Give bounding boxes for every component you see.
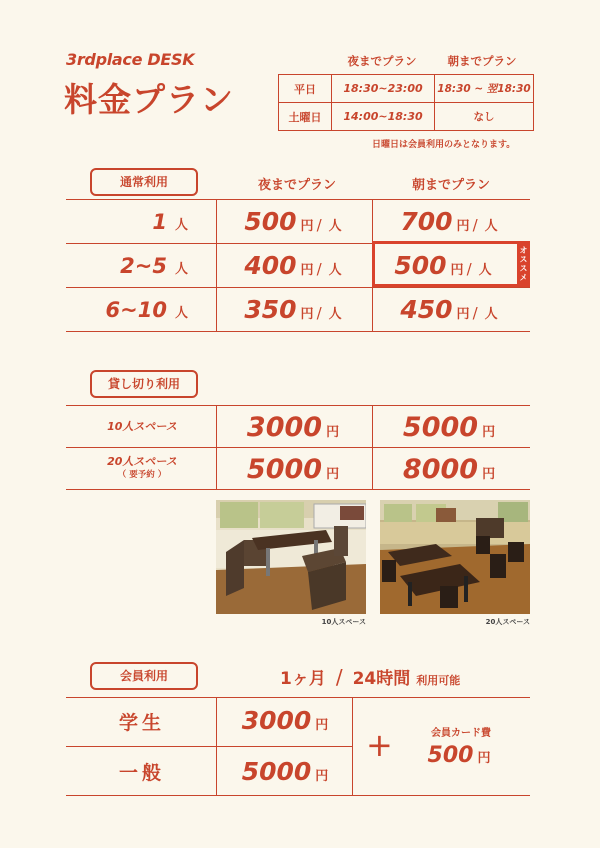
people-unit: 人 xyxy=(174,262,188,277)
divider xyxy=(66,447,530,448)
charter-morning xyxy=(374,454,524,485)
divider xyxy=(372,405,373,489)
price-slash: / xyxy=(316,216,322,234)
divider xyxy=(216,697,217,795)
member-student: 学生 xyxy=(118,712,165,734)
price-per: 人 xyxy=(484,219,498,234)
price-unit: 円 xyxy=(456,219,470,234)
people-range: 1 xyxy=(152,210,167,234)
price-slash: / xyxy=(472,304,478,322)
member-general: 一般 xyxy=(118,762,165,784)
people-count xyxy=(70,210,188,234)
price-value: 5000 xyxy=(402,412,479,443)
divider xyxy=(352,697,353,795)
space-20-label: 20人スペース xyxy=(107,455,177,468)
hours-table xyxy=(278,74,534,131)
price-unit: 円 xyxy=(300,307,314,322)
price-value: 5000 xyxy=(246,454,323,485)
member-label: 会員利用 xyxy=(90,662,198,690)
people-unit: 人 xyxy=(174,218,188,233)
price-value: 500 xyxy=(244,207,297,236)
plus-sign: + xyxy=(366,726,393,764)
hours-day: 平日 xyxy=(279,75,332,103)
price-value: 350 xyxy=(244,295,297,324)
price-morning xyxy=(374,207,524,236)
people-range: 2~5 xyxy=(120,254,167,278)
hours-row xyxy=(279,103,534,131)
member-period: 1ヶ月 xyxy=(280,669,326,689)
space-20-photo xyxy=(380,500,530,614)
divider xyxy=(216,199,217,331)
price-value: 3000 xyxy=(246,412,323,443)
hours-day: 土曜日 xyxy=(279,103,332,131)
price-unit: 円 xyxy=(315,769,329,784)
people-count xyxy=(70,298,188,322)
divider xyxy=(66,489,530,490)
member-hours: 24時間 xyxy=(352,669,411,689)
space-10-photo xyxy=(216,500,366,614)
regular-col-night: 夜までプラン xyxy=(257,178,336,193)
price-unit: 円 xyxy=(326,425,340,440)
photo-caption: 20人スペース xyxy=(485,618,530,626)
price-unit: 円 xyxy=(477,751,491,766)
price-value: 5000 xyxy=(241,757,312,786)
charter-label: 貸し切り利用 xyxy=(90,370,198,398)
price-value: 500 xyxy=(427,743,474,768)
sunday-note: 日曜日は会員利用のみとなります。 xyxy=(372,140,516,150)
price-unit: 円 xyxy=(450,263,464,278)
price-unit: 円 xyxy=(315,718,329,733)
price-value: 700 xyxy=(400,207,453,236)
divider xyxy=(66,746,352,747)
price-value: 8000 xyxy=(402,454,479,485)
people-range: 6~10 xyxy=(105,298,167,322)
page-title: 料金プラン xyxy=(64,80,234,119)
member-price xyxy=(218,706,352,735)
recommend-badge: オススメ xyxy=(517,241,530,287)
price-unit: 円 xyxy=(456,307,470,322)
price-slash: / xyxy=(472,216,478,234)
hours-night: 18:30~23:00 xyxy=(332,75,435,103)
price-morning xyxy=(374,295,524,324)
hours-col-night: 夜までプラン xyxy=(347,54,417,68)
divider xyxy=(66,287,530,288)
price-per: 人 xyxy=(484,307,498,322)
reservation-required: （ 要予約 ） xyxy=(117,470,167,480)
member-suffix: 利用可能 xyxy=(416,674,461,687)
photo-caption: 10人スペース xyxy=(321,618,366,626)
divider xyxy=(66,405,530,406)
divider xyxy=(66,697,530,698)
divider xyxy=(66,331,530,332)
charter-night xyxy=(218,412,368,443)
hours-night: 14:00~18:30 xyxy=(332,103,435,131)
regular-label: 通常利用 xyxy=(90,168,198,196)
hours-morning: 18:30 ~ 翌18:30 xyxy=(435,75,534,103)
price-per: 人 xyxy=(478,263,492,278)
brand-name: 3rdplace DESK xyxy=(66,50,195,69)
recommend-highlight xyxy=(372,241,529,287)
price-per: 人 xyxy=(328,307,342,322)
price-per: 人 xyxy=(328,263,342,278)
people-unit: 人 xyxy=(174,306,188,321)
charter-night xyxy=(218,454,368,485)
hours-col-morning: 朝までプラン xyxy=(447,54,517,68)
member-price xyxy=(218,757,352,786)
divider xyxy=(66,795,530,796)
price-unit: 円 xyxy=(326,467,340,482)
space-10-label: 10人スペース xyxy=(107,420,177,433)
price-slash: / xyxy=(316,260,322,278)
price-slash: / xyxy=(466,260,472,278)
price-unit: 円 xyxy=(300,263,314,278)
price-unit: 円 xyxy=(482,467,496,482)
price-unit: 円 xyxy=(482,425,496,440)
price-per: 人 xyxy=(328,219,342,234)
card-fee-price xyxy=(404,743,514,768)
hours-morning: なし xyxy=(435,103,534,131)
price-slash: / xyxy=(316,304,322,322)
price-night xyxy=(218,295,368,324)
price-value: 400 xyxy=(244,251,297,280)
people-count xyxy=(70,254,188,278)
regular-col-morning: 朝までプラン xyxy=(411,178,490,193)
divider xyxy=(216,405,217,489)
card-fee-label: 会員カード費 xyxy=(431,728,491,739)
price-value: 500 xyxy=(394,251,447,280)
price-unit: 円 xyxy=(300,219,314,234)
price-value: 3000 xyxy=(241,706,312,735)
hours-row xyxy=(279,75,534,103)
price-night xyxy=(218,207,368,236)
divider xyxy=(66,199,530,200)
price-night xyxy=(218,251,368,280)
member-slash: / xyxy=(335,665,343,689)
price-value: 450 xyxy=(400,295,453,324)
member-term xyxy=(280,664,460,689)
charter-morning xyxy=(374,412,524,443)
